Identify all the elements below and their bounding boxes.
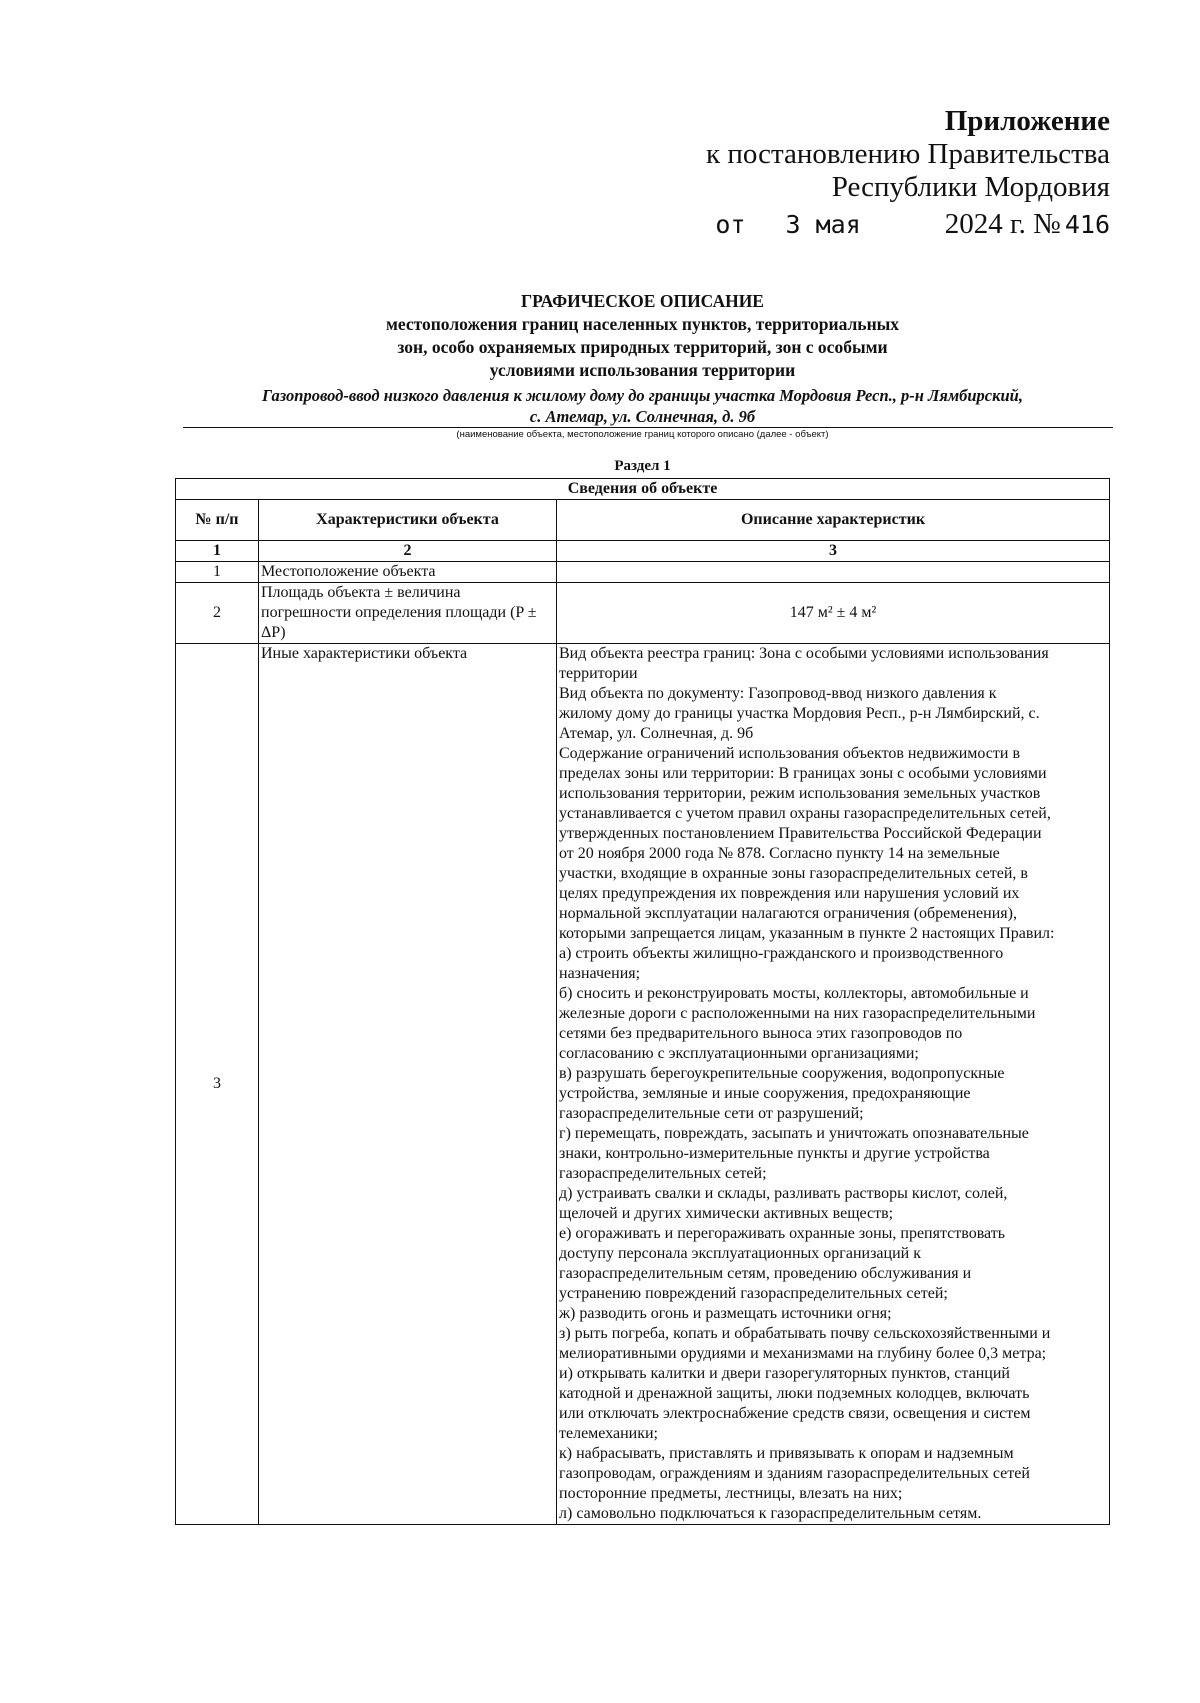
resolution-date	[706, 208, 1110, 241]
heading-line-3: условиями использования территории	[489, 360, 796, 380]
description-line: использования территории, режим использования земельных участков	[559, 785, 1041, 802]
description-line: телемеханики;	[559, 1425, 658, 1442]
description-line: участки, входящие в охранные зоны газораспределительных сетей, в	[559, 865, 1028, 882]
heading-line-1: местоположения границ населенных пунктов, территориальных	[385, 314, 900, 334]
description-line: л) самовольно подключаться к газораспределительным сетям.	[559, 1505, 982, 1522]
description-line: газораспределительным сетям, проведению обслуживания и	[559, 1265, 972, 1282]
appendix-line-2: Республики Мордовия	[831, 171, 1110, 203]
description-line: железные дороги с расположенными на них газораспределительными	[559, 1005, 1036, 1022]
header-number: № п/п	[176, 500, 259, 541]
description-line: в) разрушать берегоукрепительные сооружения, водопропускные	[559, 1065, 1005, 1082]
description-line: ж) разводить огонь и размещать источники огня;	[559, 1305, 892, 1322]
section-title: Раздел 1	[614, 458, 671, 474]
description-line: газораспределительные сети от разрушений;	[559, 1105, 864, 1122]
description-line: или отключать электроснабжение средств связи, освещения и систем	[559, 1405, 1031, 1422]
object-name-underline	[183, 427, 1113, 428]
description-line: доступу персонала эксплуатационных организаций к	[559, 1245, 921, 1262]
header-description: Описание характеристик	[557, 500, 1110, 541]
description-line: жилому дому до границы участка Мордовия Респ., р-н Лямбирский, с.	[559, 705, 1040, 722]
description-line: Вид объекта реестра границ: Зона с особыми условиями использования	[559, 645, 1049, 662]
description-line: е) огораживать и перегораживать охранные зоны, препятствовать	[559, 1225, 1006, 1242]
column-number-3: 3	[557, 541, 1110, 562]
description-line: з) рыть погреба, копать и обрабатывать почву сельскохозяйственными и	[559, 1325, 1051, 1342]
table-title: Сведения об объекте	[176, 479, 1110, 500]
table-title-row	[176, 479, 1110, 500]
description-line: устройства, земляные и иные сооружения, предохраняющие	[559, 1085, 971, 1102]
description-line: мелиоративными орудиями и механизмами на глубину более 0,3 метра;	[559, 1345, 1047, 1362]
resolution-number: 416	[1064, 210, 1110, 239]
date-year: 2024 г. №	[944, 208, 1061, 240]
object-name-line-2: с. Атемар, ул. Солнечная, д. 9б	[529, 407, 756, 426]
description-line: катодной и дренажной защиты, люки подземных колодцев, включать	[559, 1385, 1030, 1402]
description-line: устранению повреждений газораспределительных сетей;	[559, 1285, 948, 1302]
description-line: территории	[559, 665, 638, 682]
description-line: пределах зоны или территории: В границах зоны с особыми условиями	[559, 765, 1047, 782]
column-number-row	[176, 541, 1110, 562]
description-line: от 20 ноября 2000 года № 878. Согласно пункту 14 на земельные	[559, 845, 1000, 862]
table-row	[176, 562, 1110, 583]
description-line: утвержденных постановлением Правительства Российской Федерации	[559, 825, 1042, 842]
date-day: 3 мая	[785, 210, 861, 239]
description-line: назначения;	[559, 965, 641, 982]
document-heading	[175, 290, 1110, 382]
description-line: согласованию с эксплуатационными организациями;	[559, 1045, 919, 1062]
object-name	[175, 385, 1110, 427]
row-value: 147 м² ± 4 м²	[557, 583, 1110, 644]
appendix-title: Приложение	[944, 105, 1110, 137]
description-line: щелочей и других химически активных веществ;	[559, 1205, 894, 1222]
description-line: Атемар, ул. Солнечная, д. 9б	[559, 725, 754, 742]
table-row	[176, 644, 1110, 1525]
description-line: г) перемещать, повреждать, засыпать и уничтожать опознавательные	[559, 1125, 1029, 1142]
description-line: газораспределительных сетей;	[559, 1165, 767, 1182]
description-line: знаки, контрольно-измерительные пункты и другие устройства	[559, 1145, 990, 1162]
row-number: 1	[176, 562, 259, 583]
description-line: и) открывать калитки и двери газорегуляторных пунктов, станций	[559, 1365, 1010, 1382]
description-line: Содержание ограничений использования объектов недвижимости в	[559, 745, 1020, 762]
table-row	[176, 583, 1110, 644]
object-info-table	[175, 478, 1110, 1525]
row-characteristic: Площадь объекта ± величина погрешности определения площади (P ± ΔP)	[259, 583, 557, 644]
row-number: 3	[176, 644, 259, 1525]
description-line: нормальной эксплуатации налагаются ограничения (обременения),	[559, 905, 1017, 922]
table-header-row	[176, 500, 1110, 541]
column-number-2: 2	[259, 541, 557, 562]
column-number-1: 1	[176, 541, 259, 562]
description-line: которыми запрещается лицам, указанным в пункте 2 настоящих Правил:	[559, 925, 1055, 942]
description-line: целях предупреждения их повреждения или нарушения условий их	[559, 885, 1020, 902]
date-prefix: от	[715, 210, 746, 239]
description-line: Вид объекта по документу: Газопровод-ввод низкого давления к	[559, 685, 997, 702]
description-line: б) сносить и реконструировать мосты, коллекторы, автомобильные и	[559, 985, 1029, 1002]
description-line: газопроводам, ограждениям и зданиям газораспределительных сетей	[559, 1465, 1030, 1482]
object-name-line-1: Газопровод-ввод низкого давления к жилому дому до границы участка Мордовия Респ., р-н Лямбирский,	[262, 386, 1023, 405]
row-number: 2	[176, 583, 259, 644]
row-value	[557, 562, 1110, 583]
heading-line-2: зон, особо охраняемых природных территорий, зон с особыми	[397, 337, 888, 357]
row-value-description	[557, 644, 1110, 1525]
header-characteristics: Характеристики объекта	[259, 500, 557, 541]
description-line: сетями без предварительного выноса этих газопроводов по	[559, 1025, 963, 1042]
document-title: ГРАФИЧЕСКОЕ ОПИСАНИЕ	[521, 291, 764, 311]
description-line: к) набрасывать, приставлять и привязывать к опорам и надземным	[559, 1445, 1014, 1462]
description-line: посторонние предметы, лестницы, влезать на них;	[559, 1485, 903, 1502]
object-name-caption: (наименование объекта, местоположение границ которого описано (далее - объект)	[456, 429, 829, 440]
row-characteristic: Иные характеристики объекта	[259, 644, 557, 1525]
description-line: д) устраивать свалки и склады, разливать растворы кислот, солей,	[559, 1185, 1008, 1202]
appendix-header	[706, 104, 1110, 241]
description-line: а) строить объекты жилищно-гражданского и производственного	[559, 945, 1004, 962]
description-line: устанавливается с учетом правил охраны газораспределительных сетей,	[559, 805, 1051, 822]
row-characteristic: Местоположение объекта	[259, 562, 557, 583]
appendix-line-1: к постановлению Правительства	[706, 138, 1110, 170]
